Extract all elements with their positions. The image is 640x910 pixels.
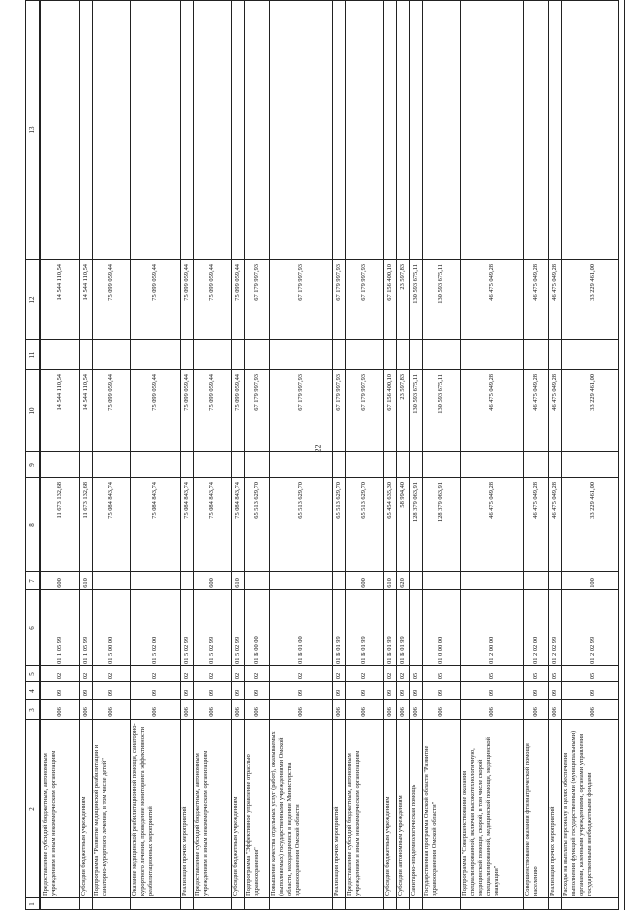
code-section: 09 [411,689,419,697]
code-section: 09 [531,689,539,697]
code-section: 09 [233,689,241,697]
code-section: 09 [487,689,495,697]
row-description: Оказание медицинской реабилитационной помощи, санаторно-курортного лечения, проведение мониторинга эффективности реабилитационных мероприятий [131,723,154,896]
code-target-article: 01 5 02 99 [208,636,215,664]
code-subsection: 02 [81,672,89,680]
code-expense-type [183,576,192,590]
amount-col-10: 67 156 400,10 [385,374,393,411]
code-expense-type [107,576,116,590]
code-grbs: 006 [81,707,89,717]
code-expense-type: 610 [233,578,241,588]
code-section: 09 [437,689,444,697]
header-rule [39,0,41,910]
code-expense-type [532,576,541,590]
code-subsection: 05 [437,672,444,680]
code-section: 09 [56,689,63,697]
code-expense-type [437,576,446,590]
amount-col-10: 33 229 461,00 [588,374,596,411]
code-expense-type: 100 [588,578,596,588]
code-grbs: 006 [107,707,114,717]
code-grbs: 006 [531,707,539,717]
code-section: 09 [252,689,260,697]
amount-col-12: 67 179 997,93 [252,264,260,301]
code-grbs: 006 [56,707,63,717]
amount-col-12: 130 593 675,11 [437,264,444,304]
row-description: Подпрограмма "Совершенствование оказания специализированной, включая высокотехнологичную, медицинской помощи, скорой, в том числе скорой специализированной, медицинской помощи, медицинской эвакуации" [461,737,500,896]
amount-col-12: 67 179 997,93 [296,264,304,301]
code-target-article: 01 1 05 99 [81,636,89,664]
code-target-article: 01 Б 01 99 [385,636,393,664]
amount-col-12: 14 544 110,54 [56,264,63,301]
code-section: 09 [81,689,89,697]
amount-col-8: 65 513 629,70 [360,482,367,519]
amount-col-12: 75 099 059,44 [208,264,215,301]
code-subsection: 02 [252,672,260,680]
code-target-article [412,592,421,666]
amount-col-12: 75 099 059,44 [182,264,190,301]
code-grbs: 006 [487,707,495,717]
column-number-header: 8 [28,523,36,527]
column-number-header: 1 [28,902,36,906]
code-subsection: 02 [360,672,367,680]
amount-col-10: 67 179 997,93 [252,374,260,411]
code-grbs: 006 [208,707,215,717]
code-target-article: 01 5 02 99 [182,636,190,664]
code-expense-type: 600 [56,578,63,588]
code-target-article: 01 5 00 00 [107,636,114,664]
amount-col-10: 130 593 675,11 [411,374,419,414]
amount-col-12: 67 179 997,93 [360,264,367,301]
row-description: Санитарно-эпидемиологическая помощь [410,784,417,896]
code-grbs: 006 [411,707,419,717]
code-subsection: 02 [398,672,406,680]
amount-col-8: 128 379 063,91 [411,482,419,522]
code-subsection: 02 [151,672,158,680]
column-number-header: 6 [28,626,36,630]
row-description: Реализация прочих мероприятий [549,806,556,896]
amount-col-8: 65 513 629,70 [334,482,342,519]
amount-col-12: 75 099 059,44 [107,264,114,301]
column-number-header: 13 [28,126,36,134]
row-description: Совершенствование оказания фтизиатрической помощи населению [524,743,539,896]
code-subsection: 05 [550,672,558,680]
code-expense-type: 610 [385,578,393,588]
amount-col-8: 75 084 843,74 [182,482,190,519]
code-target-article: 01 5 02 00 [151,636,158,664]
amount-col-12: 46 475 049,28 [531,264,539,301]
code-expense-type: 600 [208,578,215,588]
row-description: Субсидии бюджетным учреждениям [80,796,87,896]
budget-table [25,0,619,910]
code-subsection: 05 [411,672,419,680]
amount-col-10: 46 475 049,28 [531,374,539,411]
code-section: 09 [107,689,114,697]
amount-col-12: 14 544 110,54 [81,264,89,301]
code-section: 09 [588,689,596,697]
code-subsection: 02 [334,672,342,680]
row-description: Субсидии бюджетным учреждениям [232,796,239,896]
code-subsection: 02 [296,672,304,680]
amount-col-8: 46 475 049,28 [550,482,558,519]
amount-col-8: 11 673 132,68 [81,482,89,519]
code-section: 09 [550,689,558,697]
column-number-header: 7 [28,579,36,583]
amount-col-10: 75 099 059,44 [107,374,114,411]
column-number-header: 4 [28,689,36,693]
code-target-article: 01 Б 01 00 [296,636,304,664]
code-target-article: 01 5 02 99 [233,636,241,664]
amount-col-8: 75 084 843,74 [107,482,114,519]
code-grbs: 006 [296,707,304,717]
code-expense-type [488,576,497,590]
code-subsection: 05 [588,672,596,680]
code-section: 09 [151,689,158,697]
code-subsection: 05 [531,672,539,680]
amount-col-12: 75 099 059,44 [151,264,158,301]
row-description: Государственная программа Омской области "Развитие здравоохранения Омской области" [423,745,438,896]
row-description: Реализация прочих мероприятий [181,806,188,896]
column-rule [25,477,619,478]
row-description: Предоставление субсидий бюджетным, автономным учреждениям и иным некоммерческим организациям [194,750,209,896]
column-number-header: 11 [28,351,36,359]
code-expense-type [297,576,306,590]
code-expense-type [253,576,262,590]
amount-col-8: 46 475 049,28 [531,482,539,519]
amount-col-12: 75 099 059,44 [233,264,241,301]
row-description: Предоставление субсидий бюджетным, автономным учреждениям и иным некоммерческим организациям [42,750,57,896]
code-expense-type [412,576,421,590]
code-expense-type [151,576,160,590]
code-target-article: 01 2 00 00 [487,636,495,664]
amount-col-8: 11 673 132,68 [56,482,63,519]
amount-col-10: 23 597,83 [398,374,406,400]
amount-col-8: 33 229 461,00 [588,482,596,519]
code-grbs: 006 [334,707,342,717]
amount-col-10: 46 475 049,28 [550,374,558,411]
code-section: 09 [296,689,304,697]
amount-col-10: 46 475 049,28 [487,374,495,411]
page-number: 22 [313,444,323,453]
code-target-article: 01 Б 00 00 [252,636,260,664]
code-target-article: 01 2 02 99 [588,636,596,664]
code-target-article: 01 2 02 00 [531,636,539,664]
code-grbs: 006 [360,707,367,717]
amount-col-10: 67 179 997,93 [296,374,304,411]
amount-col-8: 46 475 049,28 [487,482,495,519]
code-grbs: 006 [182,707,190,717]
amount-col-8: 65 454 635,30 [385,482,393,519]
amount-col-12: 46 475 049,28 [550,264,558,301]
code-expense-type: 600 [360,578,367,588]
amount-col-10: 75 099 059,44 [151,374,158,411]
code-target-article: 01 2 02 99 [550,636,558,664]
amount-col-12: 46 475 049,28 [487,264,495,301]
amount-col-12: 67 156 400,10 [385,264,393,301]
code-target-article: 01 Б 01 99 [360,636,367,664]
amount-col-10: 67 179 997,93 [360,374,367,411]
column-number-header: 2 [28,807,36,811]
code-grbs: 006 [550,707,558,717]
code-expense-type [335,576,344,590]
amount-col-8: 75 084 843,74 [208,482,215,519]
code-target-article: 01 Б 01 99 [398,636,406,664]
code-grbs: 006 [398,707,406,717]
amount-col-10: 75 099 059,44 [208,374,215,411]
code-section: 09 [385,689,393,697]
code-section: 09 [182,689,190,697]
code-section: 09 [208,689,215,697]
amount-col-10: 14 544 110,54 [56,374,63,411]
code-expense-type: 610 [81,578,89,588]
amount-col-8: 128 379 063,91 [437,482,444,522]
column-rule [25,259,619,260]
amount-col-8: 65 513 629,70 [252,482,260,519]
row-description: Субсидии автономным учреждениям [397,795,404,896]
code-subsection: 02 [233,672,241,680]
amount-col-10: 67 179 997,93 [334,374,342,411]
amount-col-10: 14 544 110,54 [81,374,89,411]
amount-col-10: 130 593 675,11 [437,374,444,414]
amount-col-12: 130 593 675,11 [411,264,419,304]
amount-col-8: 75 084 843,74 [233,482,241,519]
code-target-article: 01 1 05 99 [56,636,63,664]
row-description: Предоставление субсидий бюджетным, автономным учреждениям и иным некоммерческим организациям [346,750,361,896]
row-description: Подпрограмма "Эффективное управление отраслью здравоохранения" [245,754,260,896]
code-section: 09 [334,689,342,697]
code-expense-type [551,576,560,590]
row-description: Расходы на выплаты персоналу в целях обеспечения выполнения функций государственными (муниципальными) органами, казенными учреждениями, органами управления государственными внебюджетными фондами [562,730,593,896]
column-number-header: 10 [28,407,36,415]
code-target-article: 01 Б 01 99 [334,636,342,664]
column-number-header: 3 [28,708,36,712]
amount-col-12: 67 179 997,93 [334,264,342,301]
amount-col-8: 58 994,40 [398,482,406,508]
code-target-article: 01 0 00 00 [437,636,444,664]
code-subsection: 02 [208,672,215,680]
code-grbs: 006 [151,707,158,717]
row-description: Повышение качества отдельных услуг (работ), оказываемых (выполняемых) государственными учреждениями Омской области, находящимися в ведении Министерства здравоохранения Омской области [270,731,301,896]
code-subsection: 02 [182,672,190,680]
code-subsection: 02 [56,672,63,680]
amount-col-12: 23 597,83 [398,264,406,290]
amount-col-8: 75 084 843,74 [151,482,158,519]
code-subsection: 05 [487,672,495,680]
amount-col-12: 33 229 461,00 [588,264,596,301]
column-number-header: 12 [28,296,36,304]
code-grbs: 006 [385,707,393,717]
amount-col-8: 65 513 629,70 [296,482,304,519]
code-section: 09 [360,689,367,697]
code-section: 09 [398,689,406,697]
amount-col-10: 75 099 059,44 [182,374,190,411]
row-description: Подпрограмма "Развитие медицинской реабилитации и санаторно-курортного лечения, в том числе детей" [93,744,108,896]
row-rule [624,0,625,910]
code-expense-type: 620 [398,578,406,588]
column-number-header: 5 [28,672,36,676]
row-description: Субсидии бюджетным учреждениям [384,796,391,896]
code-grbs: 006 [233,707,241,717]
column-rule [25,369,619,370]
code-grbs: 006 [588,707,596,717]
code-grbs: 006 [437,707,444,717]
code-subsection: 02 [107,672,114,680]
code-subsection: 02 [385,672,393,680]
code-grbs: 006 [252,707,260,717]
column-number-header: 9 [28,463,36,467]
row-description: Реализация прочих мероприятий [333,806,340,896]
amount-col-10: 75 099 059,44 [233,374,241,411]
